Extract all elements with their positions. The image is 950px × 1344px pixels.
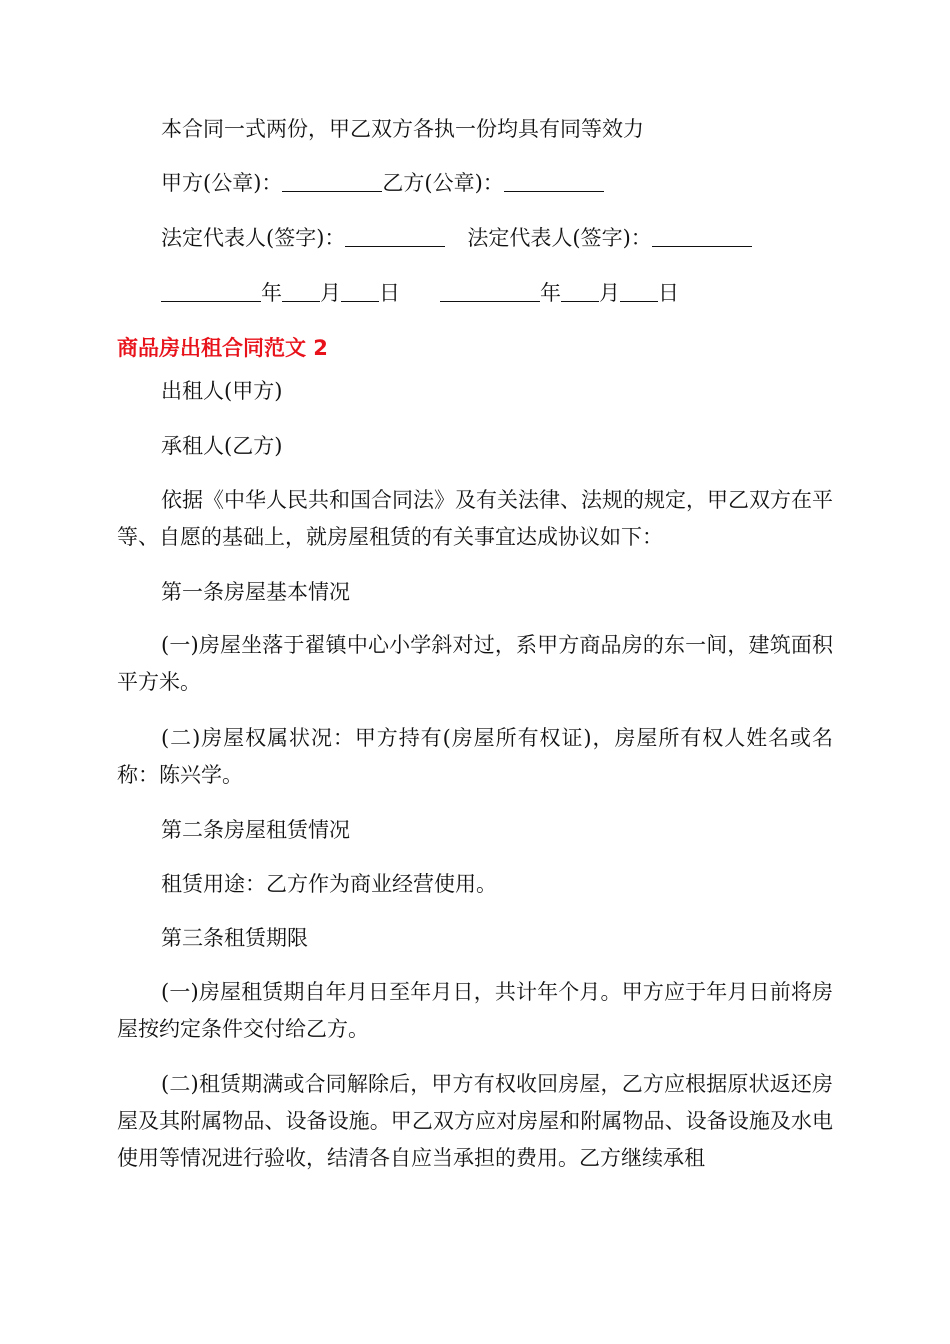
party-b-seal-label: 乙方(公章)： xyxy=(382,171,504,195)
paragraph: (二)房屋权属状况：甲方持有(房屋所有权证)，房屋所有权人姓名或名称：陈兴学。 xyxy=(117,726,833,787)
date-a-month-blank xyxy=(282,279,320,302)
rep-b-label: 法定代表人(签字)： xyxy=(467,226,652,250)
year-label: 年 xyxy=(540,281,561,305)
day-label: 日 xyxy=(379,281,400,305)
date-line xyxy=(117,275,877,312)
party-a-seal-blank xyxy=(282,169,382,192)
closing-clause xyxy=(117,111,877,148)
representative-line xyxy=(117,220,877,257)
date-a-day-blank xyxy=(341,279,379,302)
closing-text: 本合同一式两份，甲乙双方各执一份均具有同等效力 xyxy=(161,117,644,141)
rep-a-blank xyxy=(345,224,445,247)
rep-a-label: 法定代表人(签字)： xyxy=(161,226,346,250)
date-b-day-blank xyxy=(620,279,658,302)
date-a-year-blank xyxy=(161,279,261,302)
paragraph: 承租人(乙方) xyxy=(161,434,283,458)
seal-line xyxy=(117,165,877,202)
month-label: 月 xyxy=(599,281,620,305)
month-label: 月 xyxy=(320,281,341,305)
date-b-year-blank xyxy=(440,279,540,302)
paragraph: 租赁用途：乙方作为商业经营使用。 xyxy=(161,872,497,896)
date-b-month-blank xyxy=(561,279,599,302)
paragraph: (二)租赁期满或合同解除后，甲方有权收回房屋，乙方应根据原状返还房屋及其附属物品、设备设施。甲乙双方应对房屋和附属物品、设备设施及水电使用等情况进行验收，结清各自应当承担的费用。乙方继续承租 xyxy=(117,1072,833,1170)
paragraph: (一)房屋坐落于翟镇中心小学斜对过，系甲方商品房的东一间，建筑面积平方米。 xyxy=(117,633,833,694)
paragraph: (一)房屋租赁期自年月日至年月日，共计年个月。甲方应于年月日前将房屋按约定条件交付给乙方。 xyxy=(117,980,833,1041)
paragraph: 出租人(甲方) xyxy=(161,379,283,403)
article-heading: 第三条租赁期限 xyxy=(161,926,308,950)
article-heading: 第一条房屋基本情况 xyxy=(161,580,350,604)
party-a-seal-label: 甲方(公章)： xyxy=(161,171,283,195)
party-b-seal-blank xyxy=(504,169,604,192)
rep-b-blank xyxy=(652,224,752,247)
section-title: 商品房出租合同范文 2 xyxy=(117,336,328,360)
year-label: 年 xyxy=(261,281,282,305)
paragraph: 依据《中华人民共和国合同法》及有关法律、法规的规定，甲乙双方在平等、自愿的基础上，就房屋租赁的有关事宜达成协议如下： xyxy=(117,488,833,549)
day-label: 日 xyxy=(658,281,679,305)
article-heading: 第二条房屋租赁情况 xyxy=(161,818,350,842)
